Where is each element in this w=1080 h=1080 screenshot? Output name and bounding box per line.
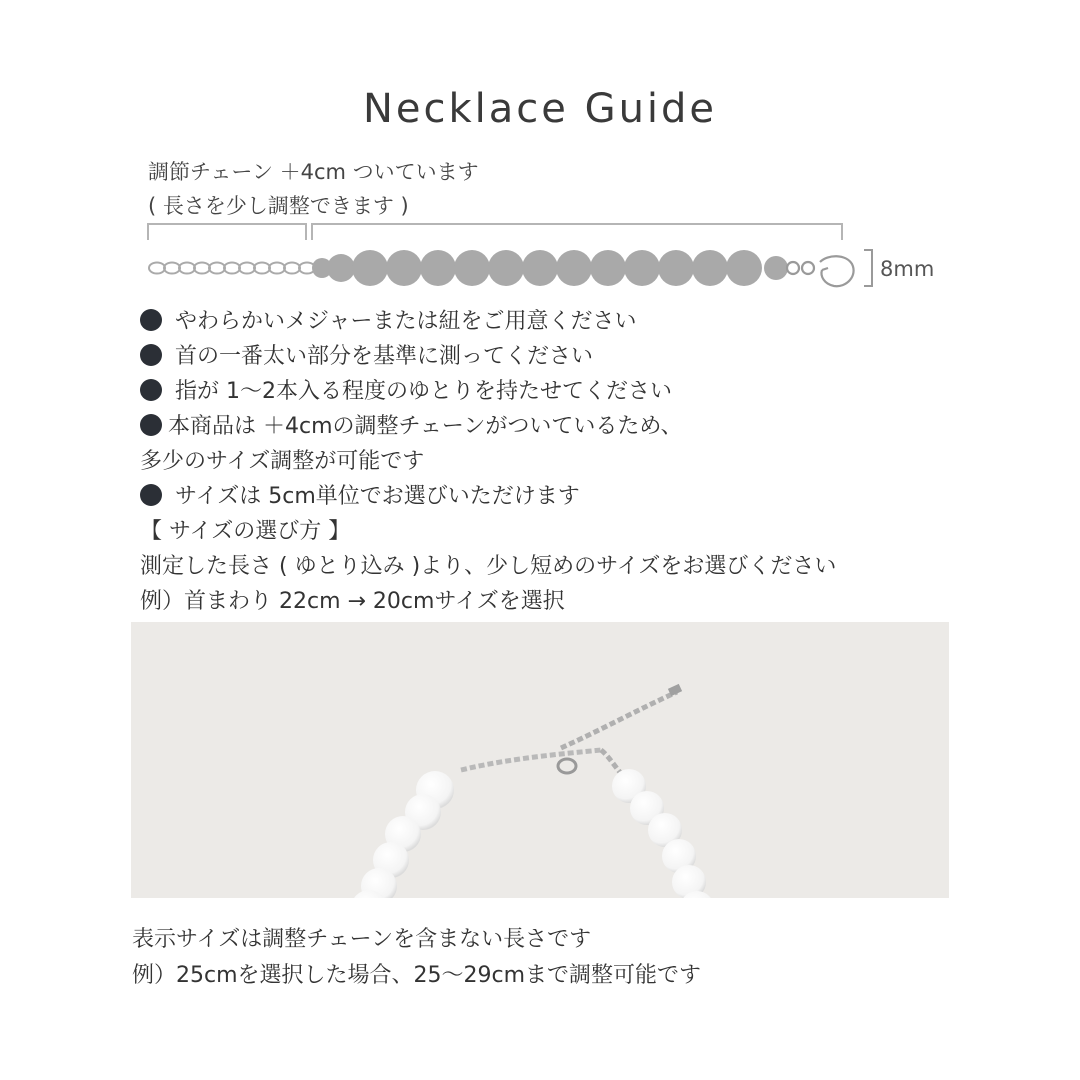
- pearl-necklace-image: [131, 622, 949, 898]
- guide-item: [140, 584, 960, 619]
- size-bracket: [864, 250, 872, 286]
- chain-link: [269, 263, 285, 274]
- guide-item-text: 【 サイズの選び方 】: [140, 519, 351, 544]
- chain-link: [164, 263, 180, 274]
- guide-item: [140, 479, 960, 514]
- footer-note-line1: 表示サイズは調整チェーンを含まない長さです: [132, 927, 592, 952]
- bullet-dot-icon: [140, 309, 162, 331]
- bead: [658, 250, 694, 286]
- bead-size-label: 8mm: [880, 257, 935, 281]
- bead-bracket: [312, 224, 842, 240]
- footer-note-line2: 例）25cmを選択した場合、25〜29cmまで調整可能です: [132, 963, 702, 988]
- guide-item-text: 本商品は ＋4cmの調整チェーンがついているため、: [168, 414, 683, 439]
- bead: [624, 250, 660, 286]
- bullet-dot-icon: [140, 379, 162, 401]
- guide-item-text: 指が 1〜2本入る程度のゆとりを持たせてください: [168, 379, 672, 404]
- bead: [726, 250, 762, 286]
- necklace-photo: [131, 622, 949, 898]
- bead: [420, 250, 456, 286]
- bead: [522, 250, 558, 286]
- guide-item: [140, 549, 960, 584]
- lobster-clasp-icon: [787, 256, 854, 286]
- guide-item: [140, 339, 960, 374]
- bullet-dot-icon: [140, 414, 162, 436]
- guide-item-text: 多少のサイズ調整が可能です: [140, 449, 425, 474]
- guide-item-text: 首の一番太い部分を基準に測ってください: [168, 344, 593, 369]
- bead: [327, 254, 355, 282]
- chain-link: [284, 263, 300, 274]
- extender-chain: [149, 263, 315, 274]
- guide-item: [140, 304, 960, 339]
- bead: [488, 250, 524, 286]
- guide-item-text: 測定した長さ ( ゆとり込み )より、少し短めのサイズをお選びください: [140, 554, 837, 579]
- page-title: Necklace Guide: [362, 86, 718, 132]
- guide-item-text: やわらかいメジャーまたは紐をご用意ください: [168, 309, 637, 334]
- chain-link: [194, 263, 210, 274]
- guide-item: [140, 409, 960, 444]
- bead: [590, 250, 626, 286]
- chain-link: [179, 263, 195, 274]
- guide-list: [140, 304, 960, 619]
- bead: [386, 250, 422, 286]
- bead: [692, 250, 728, 286]
- guide-item: [140, 444, 960, 479]
- chain-link: [254, 263, 270, 274]
- guide-item-text: 例）首まわり 22cm → 20cmサイズを選択: [140, 589, 565, 614]
- bead: [764, 256, 788, 280]
- chain-bracket: [148, 224, 306, 240]
- chain-link: [239, 263, 255, 274]
- bead: [454, 250, 490, 286]
- guide-item: [140, 374, 960, 409]
- guide-item-text: サイズは 5cm単位でお選びいただけます: [168, 484, 580, 509]
- bead: [556, 250, 592, 286]
- bullet-dot-icon: [140, 484, 162, 506]
- adjuster-note-line2: ( 長さを少し調整できます ): [148, 194, 409, 218]
- chain-link: [209, 263, 225, 274]
- necklace-diagram: [0, 0, 1080, 300]
- bead: [352, 250, 388, 286]
- bead-row: [312, 250, 788, 286]
- bullet-dot-icon: [140, 344, 162, 366]
- chain-link: [224, 263, 240, 274]
- chain-link: [149, 263, 165, 274]
- guide-item: [140, 514, 960, 549]
- adjuster-note-line1: 調節チェーン ＋4cm ついています: [148, 160, 479, 184]
